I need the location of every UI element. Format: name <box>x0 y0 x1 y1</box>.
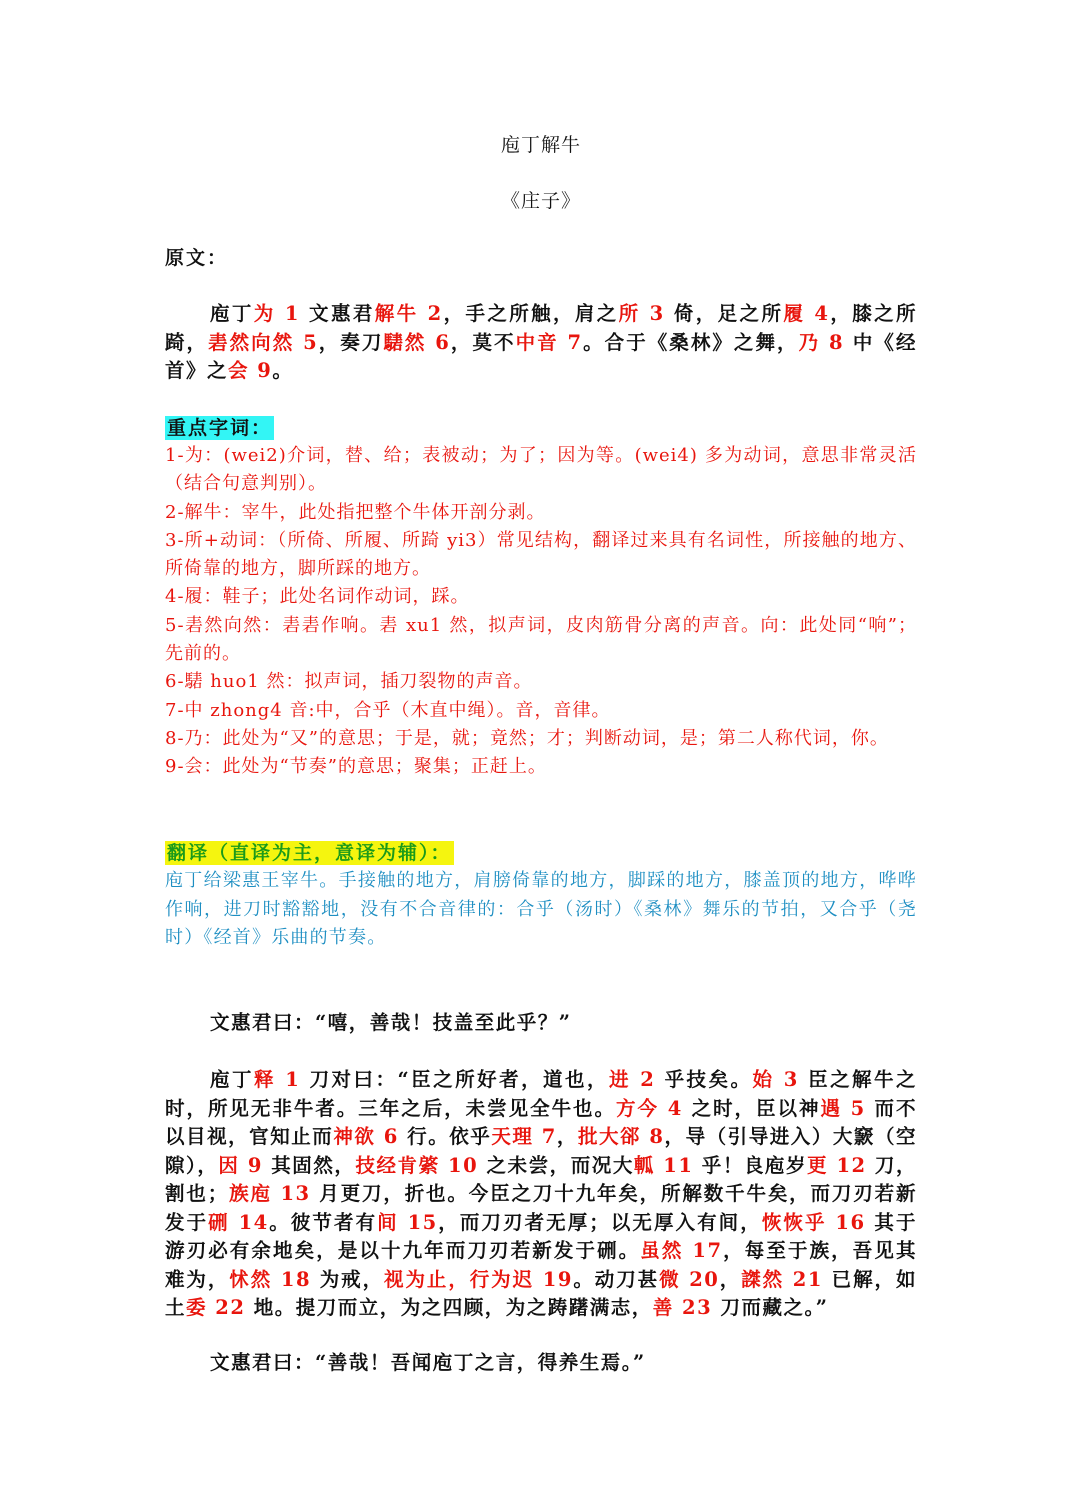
text-run: ，奏刀 <box>318 330 384 354</box>
text-run: 之时，臣以神 <box>682 1096 821 1120</box>
text-run: 月更刀，折也。今臣之刀十九年矣，所解数千牛矣，而刀刃若新发于 <box>165 1182 917 1234</box>
keyword-note: 2-解牛：宰牛，此处指把整个牛体开剖分剥。 <box>165 501 546 523</box>
text-run: 中《经首》之 <box>165 330 917 382</box>
annotated-term: 騞然 6 <box>383 330 451 354</box>
annotated-term: 批大郤 8 <box>577 1125 665 1148</box>
text-run: 乎！良庖岁 <box>693 1153 808 1177</box>
text-run: ，每至于族，吾见其难为， <box>165 1239 917 1291</box>
text-run: 其于游刃必有余地矣，是以十九年而刀刃若新发于硎。 <box>165 1210 917 1262</box>
annotated-term: 怵然 18 <box>229 1267 312 1291</box>
text-run: 臣之解牛之时，所见无非牛者。三年之后，未尝见全牛也。 <box>165 1068 918 1120</box>
text-run: 已解，如土 <box>165 1267 917 1319</box>
annotated-term: 恢恢乎 16 <box>761 1210 866 1234</box>
annotated-term: 进 2 <box>608 1068 656 1091</box>
keywords-label <box>165 413 274 440</box>
text-run: 之未尝，而况大 <box>478 1153 634 1177</box>
keyword-note: 4-履：鞋子；此处名词作动词，踩。 <box>165 586 470 608</box>
text-run: ， <box>719 1267 742 1291</box>
original-paragraph-2 <box>165 1066 917 1323</box>
text-run: 而不以目视，官知止而 <box>165 1096 917 1148</box>
text-run: ，手之所触，肩之 <box>442 302 619 325</box>
text-run: ，膝之所踦， <box>165 302 917 354</box>
keyword-note: 5-砉然向然：砉砉作响。砉 xu1 然，拟声词，皮肉筋骨分离的声音。向：此处同“响”；先前的。 <box>165 614 917 665</box>
keyword-notes <box>165 442 917 782</box>
annotated-term: 更 12 <box>807 1153 867 1177</box>
annotated-term: 神欲 6 <box>333 1125 399 1148</box>
annotated-term: 軱 11 <box>633 1153 694 1177</box>
annotated-term: 履 4 <box>783 302 830 325</box>
text-run: 。彼节者有 <box>268 1210 378 1234</box>
dialogue-line-1: 文惠君曰：“嘻，善哉！技盖至此乎？” <box>210 1011 572 1034</box>
text-run: 刀而藏之。” <box>712 1296 829 1319</box>
text-run: 。动刀甚 <box>572 1267 660 1291</box>
annotated-term: 微 20 <box>659 1267 720 1291</box>
text-run: ，莫不 <box>450 330 516 354</box>
annotated-term: 委 22 <box>186 1296 246 1319</box>
keyword-note: 9-会：此处为“节奏”的意思；聚集；正赶上。 <box>165 756 547 778</box>
keyword-note: 1-为：(wei2)介词，替、给；表被动；为了；因为等。(wei4) 多为动词，意思非常灵活（结合句意判别）。 <box>165 445 917 495</box>
keyword-note: 3-所+动词：（所倚、所履、所踦 yi3）常见结构，翻译过来具有名词性，所接触的地方、所倚靠的地方，脚所踩的地方。 <box>165 529 917 580</box>
annotated-term: 技经肯綮 10 <box>355 1153 479 1177</box>
original-label: 原文： <box>165 247 229 269</box>
annotated-term: 族庖 13 <box>228 1182 311 1205</box>
text-run: 刀，割也； <box>165 1153 917 1205</box>
annotated-term: 始 3 <box>752 1068 799 1091</box>
text-run: ，而刀刃者无厚；以无厚入有间， <box>437 1210 762 1234</box>
annotated-term: 中音 7 <box>515 330 583 354</box>
dialogue-line-2: 文惠君曰：“善哉！吾闻庖丁之言，得养生焉。” <box>210 1351 646 1374</box>
text-run: 其固然， <box>262 1153 356 1177</box>
text-run: 为戒， <box>311 1267 385 1291</box>
keywords-label-text: 重点字词： <box>167 417 273 439</box>
text-run: 文惠君 <box>299 302 375 325</box>
text-run: 庖丁 <box>210 302 254 325</box>
annotated-term: 会 9 <box>228 359 273 382</box>
annotated-term: 间 15 <box>377 1210 438 1234</box>
text-run: 行。依乎 <box>398 1125 492 1148</box>
original-paragraph-1 <box>165 300 917 386</box>
text-run: 。合于《桑林》之舞， <box>582 330 799 354</box>
text-run: ， <box>556 1125 578 1148</box>
translation-label-text: 翻译（直译为主，意译为辅）： <box>167 842 452 864</box>
annotated-term: 天理 7 <box>491 1125 557 1148</box>
keyword-note: 8-乃：此处为“又”的意思；于是，就；竟然；才；判断动词，是；第二人称代词，你。 <box>165 727 889 749</box>
annotated-term: 释 1 <box>253 1068 301 1091</box>
annotated-term: 砉然向然 5 <box>208 330 319 354</box>
text-run: 地。提刀而立，为之四顾，为之踌躇满志， <box>245 1296 653 1319</box>
annotated-term: 因 9 <box>218 1153 263 1177</box>
text-run: ，导（引导进入）大窾（空隙）， <box>165 1125 917 1177</box>
annotated-term: 善 23 <box>652 1296 713 1319</box>
page-title: 庖丁解牛 <box>500 134 581 156</box>
annotated-term: 所 3 <box>618 302 665 325</box>
translation-label <box>165 838 454 865</box>
annotated-term: 为 1 <box>253 302 300 325</box>
keyword-note: 7-中 zhong4 音:中，合乎（木直中绳）。音，音律。 <box>165 699 611 721</box>
text-run: 倚，足之所 <box>664 302 784 325</box>
annotated-term: 方今 4 <box>616 1096 683 1120</box>
author-line: 《庄子》 <box>500 190 581 212</box>
annotated-term: 视为止，行为迟 19 <box>384 1267 573 1291</box>
annotated-term: 虽然 17 <box>640 1239 723 1262</box>
annotated-term: 硎 14 <box>208 1210 269 1234</box>
text-run: 刀对曰：“臣之所好者，道也， <box>300 1068 609 1091</box>
annotated-term: 乃 8 <box>798 330 845 354</box>
text-run: 庖丁 <box>210 1068 254 1091</box>
text-run: 乎技矣。 <box>655 1068 753 1091</box>
text-run: 。 <box>272 359 294 382</box>
annotated-term: 謋然 21 <box>741 1267 823 1291</box>
keyword-note: 6-騞 huo1 然：拟声词，插刀裂物的声音。 <box>165 671 533 693</box>
annotated-term: 遇 5 <box>820 1096 866 1120</box>
translation-text: 庖丁给梁惠王宰牛。手接触的地方，肩膀倚靠的地方，脚踩的地方，膝盖顶的地方，哗哗作响，进刀时豁豁地，没有不合音律的：合乎（汤时）《桑林》舞乐的节拍，又合乎（尧时）《经首》乐曲的节奏。 <box>165 870 917 948</box>
annotated-term: 解牛 2 <box>374 302 443 325</box>
